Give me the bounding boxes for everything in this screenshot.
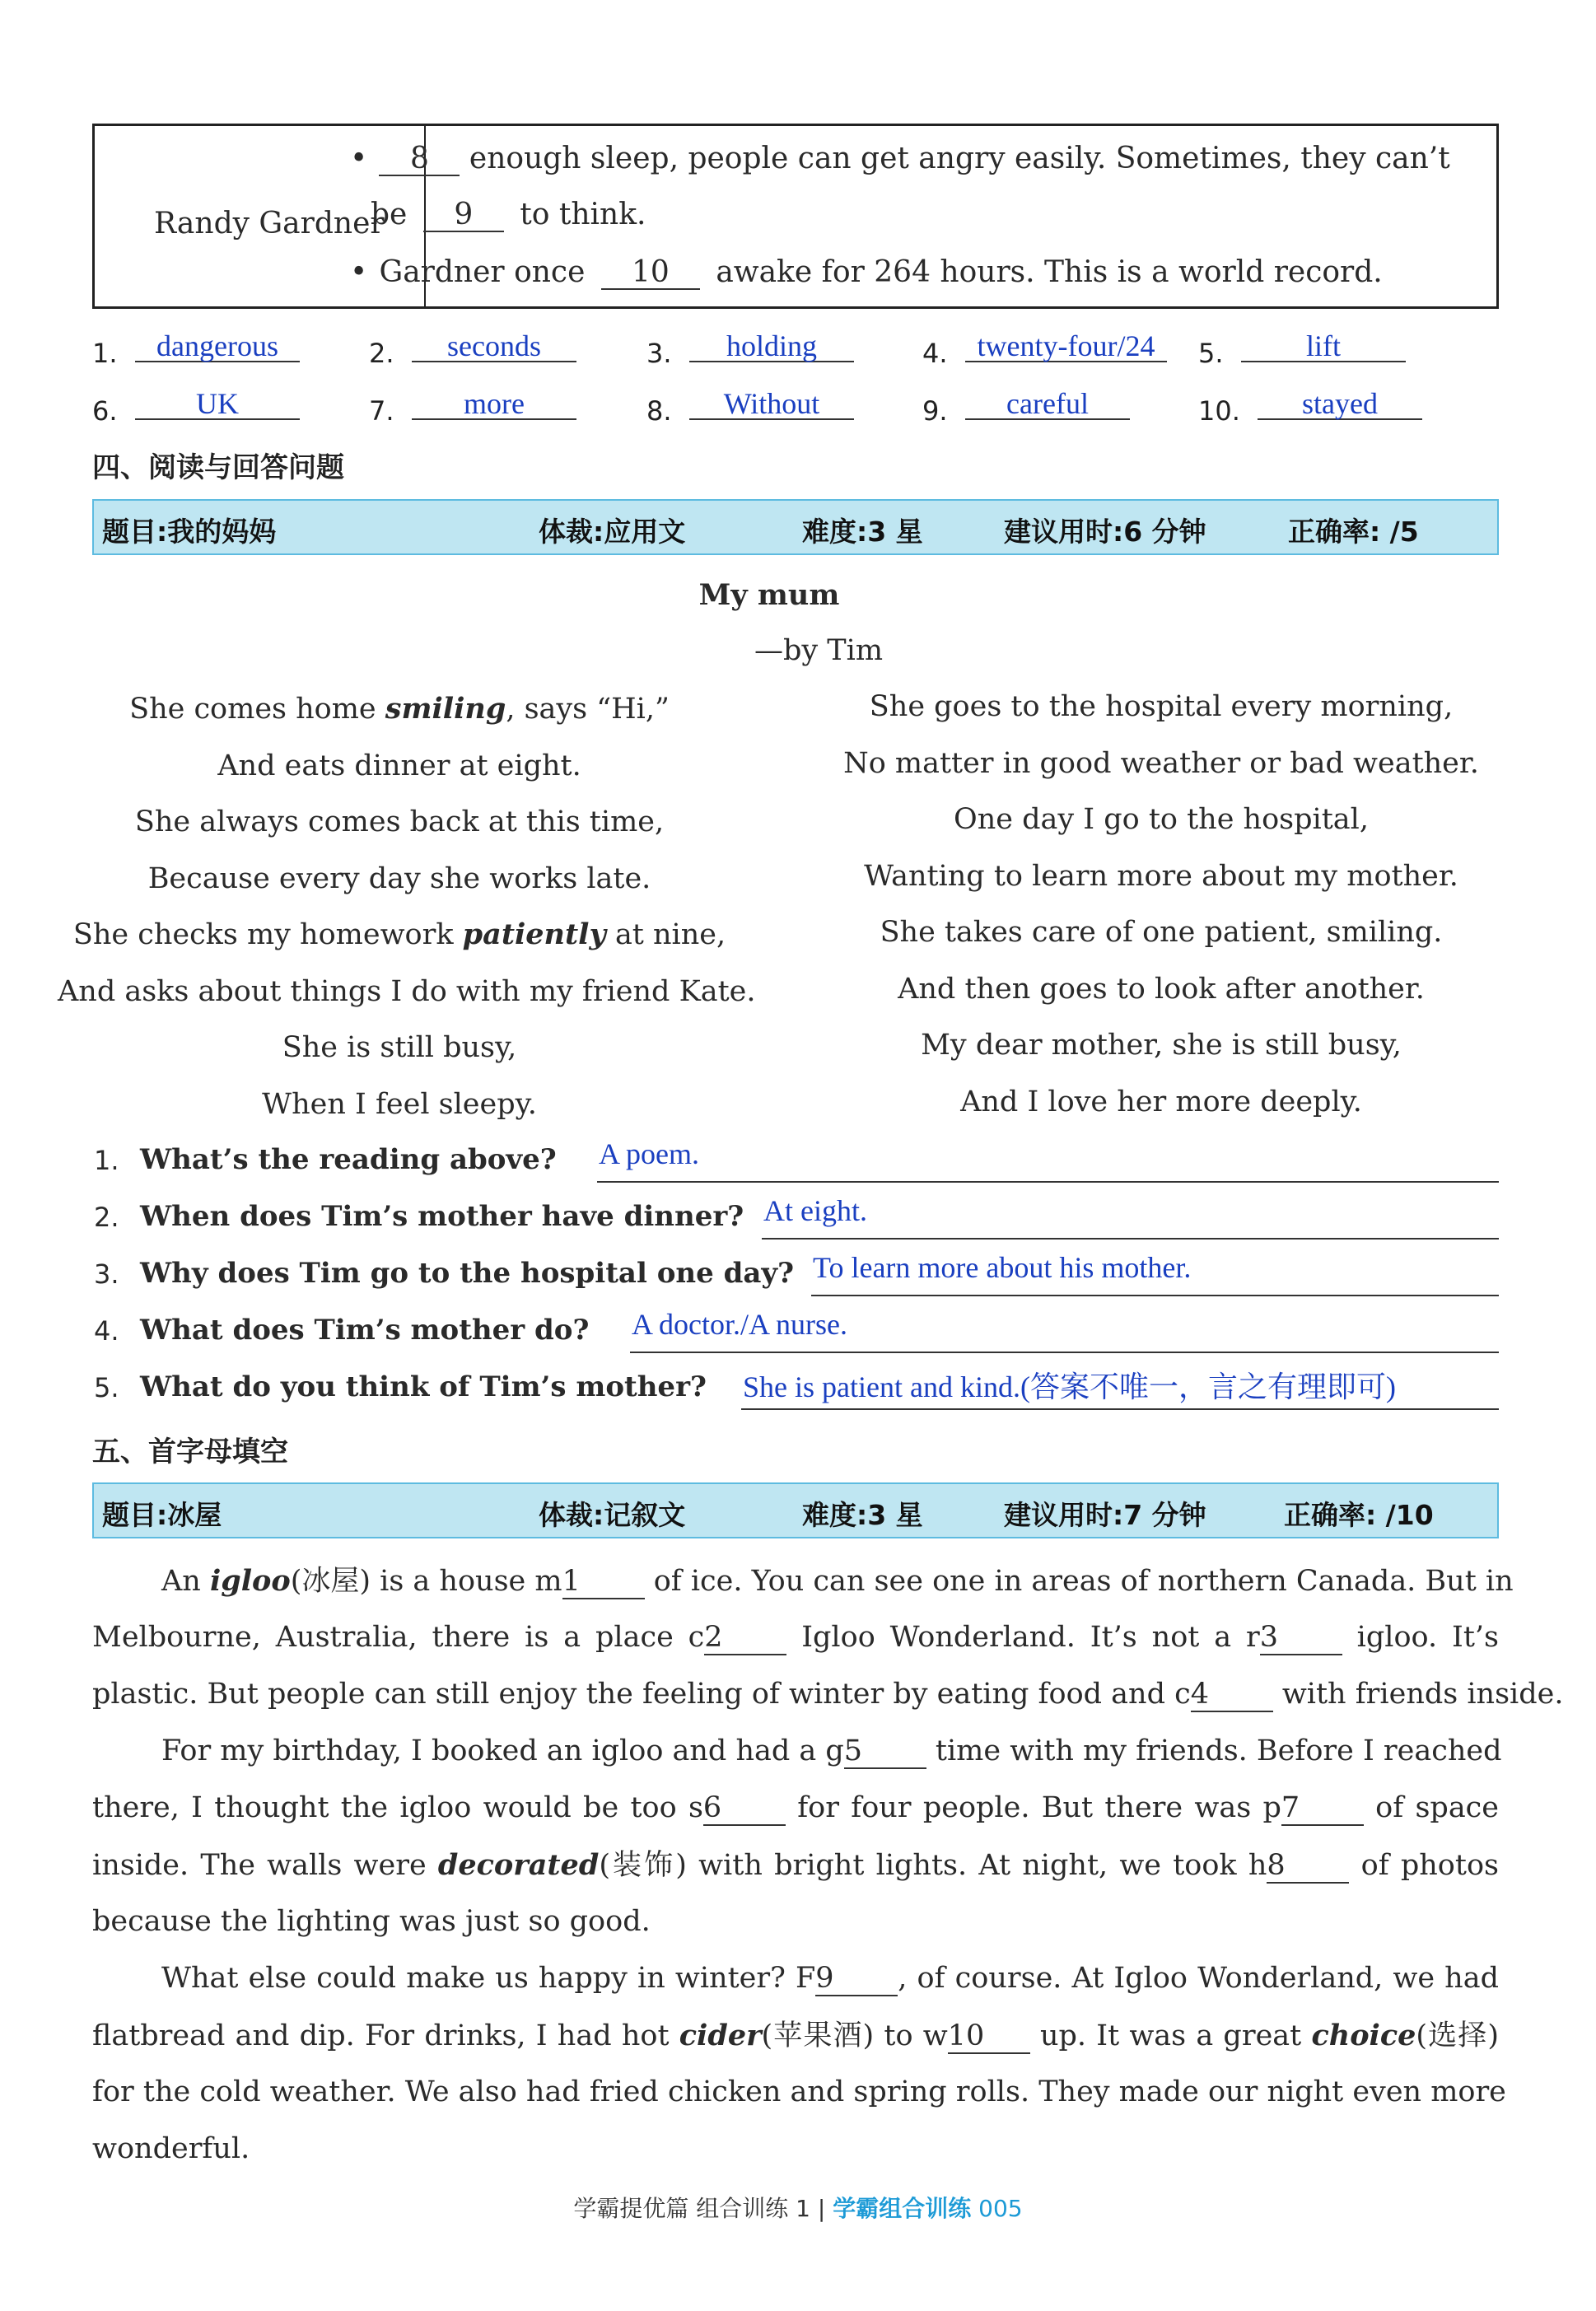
footer-sep: | <box>817 2195 826 2222</box>
question-num: 3. <box>94 1258 119 1290</box>
banner-accuracy: 正确率: /5 <box>1288 516 1419 548</box>
answer-text[interactable]: A doctor./A nurse. <box>632 1308 847 1341</box>
blank-10b[interactable]: 10 <box>948 2020 1030 2054</box>
question-text: Why does Tim go to the hospital one day? <box>140 1257 795 1290</box>
answer-num: 2. <box>369 338 394 369</box>
poem-text: She checks my homework <box>72 918 463 951</box>
table-line-2-pre: be <box>371 198 408 231</box>
poem-right-line: One day I go to the hospital, <box>954 803 1369 836</box>
banner-difficulty: 难度:3 星 <box>802 1499 923 1531</box>
banner-time: 建议用时:7 分钟 <box>1004 1499 1206 1531</box>
poem-right-line: Wanting to learn more about my mother. <box>864 859 1458 893</box>
blank-4[interactable]: 4 <box>1191 1678 1273 1712</box>
answer-text: holding <box>689 331 854 362</box>
poem-right-line: And I love her more deeply. <box>960 1085 1362 1118</box>
poem-text: She is still busy, <box>282 1031 517 1064</box>
passage-line: wonderful. <box>92 2132 250 2165</box>
poem-left-line <box>58 917 741 951</box>
answer-text: careful <box>965 389 1130 420</box>
banner-genre: 体裁:应用文 <box>539 516 686 548</box>
banner-genre: 体裁:记叙文 <box>539 1499 686 1531</box>
answer-line <box>597 1181 1499 1183</box>
answer-line <box>630 1352 1499 1353</box>
answer-num: 4. <box>922 338 948 369</box>
banner-title: 题目:我的妈妈 <box>102 516 277 548</box>
banner-time: 建议用时:6 分钟 <box>1004 516 1206 548</box>
answer-num: 7. <box>369 395 394 427</box>
passage-line: plastic. But people can still enjoy the feeling of winter by eating food and c4 with friends inside. <box>92 1678 1564 1711</box>
poem-left-line <box>58 692 741 726</box>
person-name: Randy Gardner <box>154 207 385 240</box>
answer-text: UK <box>135 389 300 420</box>
footer-series: 学霸组合训练 <box>833 2195 972 2222</box>
table-line-2-text: to think. <box>520 198 646 231</box>
answer-num: 10. <box>1198 395 1240 427</box>
question-2 <box>92 1193 1499 1243</box>
poem-emphasis: smiling <box>385 692 506 726</box>
question-num: 2. <box>94 1202 119 1233</box>
table-line-3: • Gardner once 10 awake for 264 hours. This is a world record. <box>350 255 1383 289</box>
section5-heading: 五、首字母填空 <box>92 1436 288 1468</box>
passage-line: Melbourne, Australia, there is a place c2 Igloo Wonderland. It’s not a r3 igloo. It’s <box>92 1621 1499 1654</box>
passage-line: What else could make us happy in winter? F9 , of course. At Igloo Wonderland, we had <box>161 1962 1499 1995</box>
poem-right-line: No matter in good weather or bad weather. <box>843 746 1479 780</box>
table-line-3-pre: Gardner once <box>379 255 586 289</box>
answer-text: stayed <box>1258 389 1422 420</box>
blank-8[interactable]: 8 <box>379 143 460 176</box>
blank-8b[interactable]: 8 <box>1267 1850 1349 1884</box>
question-num: 5. <box>94 1372 119 1403</box>
table-line-2 <box>371 198 646 232</box>
page-footer <box>0 2191 1596 2224</box>
answer-num: 1. <box>92 338 118 369</box>
blank-9[interactable]: 9 <box>423 199 504 232</box>
question-text: What’s the reading above? <box>140 1143 557 1176</box>
question-4 <box>92 1307 1499 1356</box>
answer-num: 8. <box>646 395 672 427</box>
answer-text: more <box>412 389 576 420</box>
passage-line: flatbread and dip. For drinks, I had hot cider(苹果酒) to w10 up. It was a great choice(选择) <box>92 2019 1500 2052</box>
poem-right-line: And then goes to look after another. <box>898 972 1425 1006</box>
question-text: When does Tim’s mother have dinner? <box>140 1200 744 1233</box>
answer-line <box>741 1408 1499 1410</box>
answer-text: lift <box>1241 331 1406 362</box>
answer-line <box>762 1238 1499 1240</box>
passage-line: because the lighting was just so good. <box>92 1905 651 1938</box>
passage-line: inside. The walls were decorated(装饰) with bright lights. At night, we took h8 of photos <box>92 1848 1499 1882</box>
question-1 <box>92 1137 1499 1186</box>
poem-text: When I feel sleepy. <box>262 1087 537 1121</box>
poem-right-line: My dear mother, she is still busy, <box>921 1029 1402 1062</box>
banner-title: 题目:冰屋 <box>102 1499 222 1531</box>
poem-emphasis: patiently <box>462 917 606 951</box>
banner-difficulty: 难度:3 星 <box>802 516 923 548</box>
section4-heading: 四、阅读与回答问题 <box>92 451 344 484</box>
passage-line: For my birthday, I booked an igloo and had a g5 time with my friends. Before I reached <box>161 1734 1502 1767</box>
poem-text: , says “Hi,” <box>506 693 670 726</box>
blank-10[interactable]: 10 <box>601 257 700 290</box>
table-line-1-text: enough sleep, people can get angry easily. Sometimes, they can’t <box>469 142 1450 175</box>
igloo-passage <box>92 1552 1564 2178</box>
answer-text[interactable]: A poem. <box>599 1137 699 1170</box>
blank-9b[interactable]: 9 <box>815 1963 898 1996</box>
passage-line: An igloo(冰屋) is a house m1 of ice. You can see one in areas of northern Canada. But in <box>161 1564 1514 1598</box>
question-text: What do you think of Tim’s mother? <box>140 1370 707 1403</box>
poem-text: at nine, <box>605 918 726 951</box>
banner-accuracy: 正确率: /10 <box>1284 1499 1434 1531</box>
passage-line: for the cold weather. We also had fried chicken and spring rolls. They made our night even more <box>92 2075 1506 2108</box>
poem-left-line <box>58 1087 741 1121</box>
poem-left-line <box>58 805 741 838</box>
poem-left-line <box>58 1030 741 1064</box>
answer-text: Without <box>689 389 854 420</box>
blank-7[interactable]: 7 <box>1281 1792 1364 1826</box>
footer-left: 学霸提优篇 组合训练 1 <box>573 2195 810 2222</box>
table-line-1: • 8 enough sleep, people can get angry easily. Sometimes, they can’t <box>350 142 1450 175</box>
answer-num: 3. <box>646 338 672 369</box>
answer-num: 6. <box>92 395 118 427</box>
page-number: 005 <box>978 2195 1023 2222</box>
table-line-3-text: awake for 264 hours. This is a world record. <box>716 255 1383 289</box>
poem-text: She comes home <box>129 693 385 726</box>
answer-text: twenty-four/24 <box>965 331 1167 362</box>
answer-num: 5. <box>1198 338 1224 369</box>
question-5 <box>92 1364 1499 1413</box>
poem-text: Because every day she works late. <box>147 861 651 895</box>
answer-text: seconds <box>412 331 576 362</box>
section4-banner <box>92 499 1499 555</box>
section5-banner <box>92 1482 1499 1538</box>
question-num: 4. <box>94 1315 119 1347</box>
answer-text[interactable]: To learn more about his mother. <box>813 1251 1192 1284</box>
answer-text[interactable]: At eight. <box>763 1194 867 1227</box>
blank-1[interactable]: 1 <box>562 1566 645 1599</box>
poem-author: —by Tim <box>754 634 884 667</box>
answer-line <box>811 1295 1499 1296</box>
question-num: 1. <box>94 1145 119 1176</box>
poem-left-line <box>58 861 741 895</box>
question-text: What does Tim’s mother do? <box>140 1314 590 1347</box>
blank-2[interactable]: 2 <box>704 1622 786 1655</box>
poem-right-line: She takes care of one patient, smiling. <box>880 916 1443 949</box>
passage-line: there, I thought the igloo would be too s6 for four people. But there was p7 of space <box>92 1791 1499 1824</box>
poem-left-line <box>58 974 756 1008</box>
blank-3[interactable]: 3 <box>1260 1622 1342 1655</box>
answer-text: dangerous <box>135 331 300 362</box>
poem-left-line <box>58 749 741 782</box>
poem-right-line: She goes to the hospital every morning, <box>869 690 1454 723</box>
blank-6[interactable]: 6 <box>703 1792 786 1826</box>
blank-5[interactable]: 5 <box>844 1735 926 1769</box>
poem-title: My mum <box>698 578 840 612</box>
question-3 <box>92 1250 1499 1300</box>
poem-text: And eats dinner at eight. <box>217 749 581 782</box>
poem-text: And asks about things I do with my friend Kate. <box>58 974 756 1008</box>
answer-text[interactable]: She is patient and kind.(答案不唯一，言之有理即可) <box>743 1370 1396 1403</box>
poem-text: She always comes back at this time, <box>134 805 665 838</box>
answer-num: 9. <box>922 395 948 427</box>
